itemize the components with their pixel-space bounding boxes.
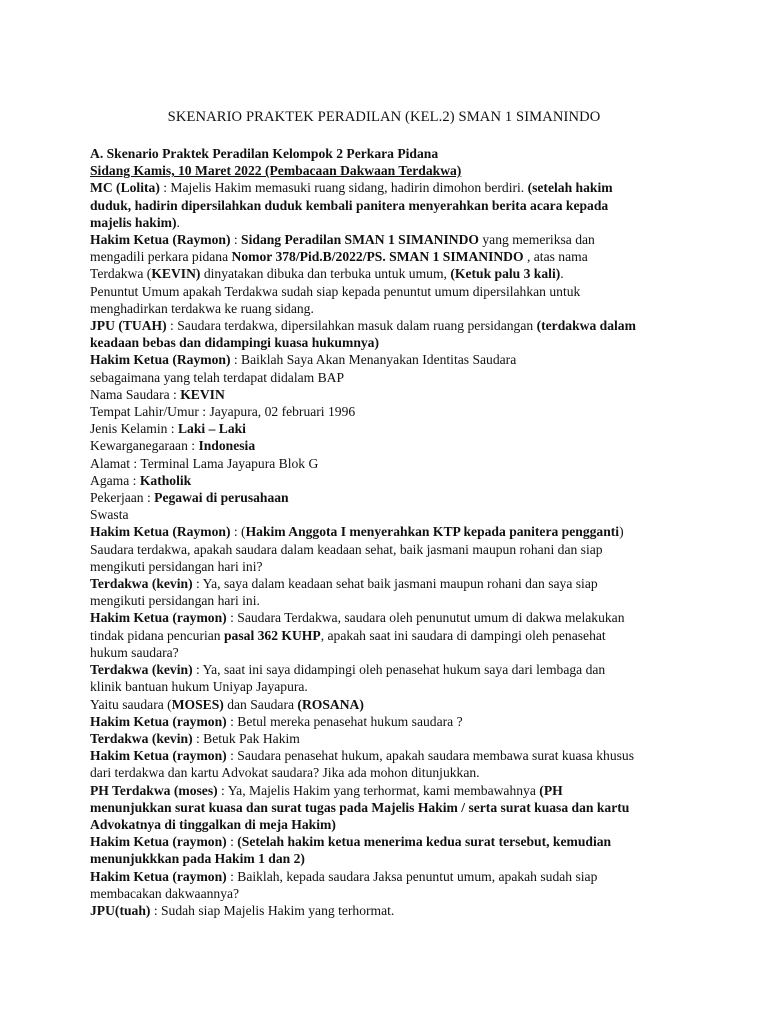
text-segment: . <box>176 214 180 230</box>
text-segment: : Betuk Pak Hakim <box>192 730 300 746</box>
text-line <box>90 885 690 902</box>
text-line <box>90 627 690 644</box>
bold-text-segment: PH Terdakwa (moses) <box>90 782 218 798</box>
text-line <box>90 214 690 231</box>
text-segment: : Ya, saya dalam keadaan sehat baik jasmani maupun rohani dan saya siap <box>192 576 598 592</box>
text-line <box>90 334 690 351</box>
bold-text-segment: Advokatnya di tinggalkan di meja Hakim) <box>90 816 336 832</box>
bold-text-segment: majelis hakim) <box>90 214 177 230</box>
text-segment: : Baiklah, kepada saudara Jaksa penuntut umum, apakah sudah siap <box>226 868 598 884</box>
text-line <box>90 523 690 540</box>
text-line <box>90 179 690 196</box>
bold-text-segment: MOSES) <box>171 696 224 712</box>
text-line <box>90 696 690 713</box>
bold-text-segment: (Ketuk palu 3 kali) <box>450 266 561 282</box>
bold-text-segment: Hakim Ketua (raymon) <box>90 748 227 764</box>
text-segment: : <box>230 232 242 248</box>
bold-text-segment: Hakim Ketua (raymon) <box>90 610 227 626</box>
bold-text-segment: (terdakwa dalam <box>536 318 636 334</box>
bold-text-segment: menunjukkkan pada Hakim 1 dan 2) <box>90 851 305 867</box>
text-line <box>90 799 690 816</box>
bold-text-segment: keadaan bebas dan didampingi kuasa hukumnya) <box>90 335 379 351</box>
bold-text-segment: Sidang Peradilan SMAN 1 SIMANINDO <box>241 232 479 248</box>
bold-text-segment: Hakim Ketua (raymon) <box>90 834 227 850</box>
text-line <box>90 317 690 334</box>
text-segment: Nama Saudara : <box>90 386 181 402</box>
text-line <box>90 644 690 661</box>
bold-text-segment: (Setelah hakim ketua menerima kedua surat tersebut, kemudian <box>237 834 612 850</box>
text-line <box>90 609 690 626</box>
text-line <box>90 265 690 282</box>
text-segment: : Baiklah Saya Akan Menanyakan Identitas Saudara <box>230 352 517 368</box>
text-segment: dan Saudara <box>223 696 298 712</box>
bold-text-segment: Sidang Kamis, 10 Maret 2022 (Pembacaan Dakwaan Terdakwa) <box>90 163 462 179</box>
text-segment: hukum saudara? <box>90 644 179 660</box>
text-line <box>90 351 690 368</box>
text-line <box>90 661 690 678</box>
text-line <box>90 248 690 265</box>
text-segment: : Betul mereka penasehat hukum saudara ? <box>226 713 463 729</box>
bold-text-segment: Hakim Ketua (Raymon) <box>90 232 231 248</box>
document-title: SKENARIO PRAKTEK PERADILAN (KEL.2) SMAN 1 SIMANINDO <box>167 109 601 125</box>
bold-text-segment: KEVIN <box>180 386 225 402</box>
text-line <box>90 231 690 248</box>
bold-text-segment: pasal 362 KUHP <box>224 627 321 643</box>
text-line <box>90 678 690 695</box>
bold-text-segment: Hakim Ketua (Raymon) <box>90 352 231 368</box>
text-segment: : Saudara terdakwa, dipersilahkan masuk dalam ruang persidangan <box>166 318 537 334</box>
text-line <box>90 455 690 472</box>
text-segment: : ( <box>230 524 246 540</box>
text-line <box>90 833 690 850</box>
bold-text-segment: (PH <box>539 782 563 798</box>
text-line <box>90 558 690 575</box>
text-segment: dari terdakwa dan kartu Advokat saudara? Jika ada mohon ditunjukkan. <box>90 765 480 781</box>
bold-text-segment: Hakim Ketua (raymon) <box>90 713 227 729</box>
text-line <box>90 145 690 162</box>
text-line <box>90 300 690 317</box>
text-segment: Alamat : Terminal Lama Jayapura Blok G <box>90 455 319 471</box>
text-segment: Agama : <box>90 472 140 488</box>
text-segment: , atas nama <box>523 249 588 265</box>
text-segment: : Ya, saat ini saya didampingi oleh penasehat hukum saya dari lembaga dan <box>192 662 606 678</box>
text-segment: Swasta <box>90 507 129 523</box>
bold-text-segment: (setelah hakim <box>527 180 613 196</box>
text-line <box>90 420 690 437</box>
text-line <box>90 197 690 214</box>
bold-text-segment: menunjukkan surat kuasa dan surat tugas pada Majelis Hakim / serta surat kuasa dan kartu <box>90 799 630 815</box>
text-segment: Penuntut Umum apakah Terdakwa sudah siap kepada penuntut umum dipersilahkan untuk <box>90 283 581 299</box>
text-segment: Yaitu saudara ( <box>90 696 172 712</box>
text-line <box>90 283 690 300</box>
bold-text-segment: MC (Lolita) <box>90 180 160 196</box>
text-segment: Tempat Lahir/Umur : Jayapura, 02 februari 1996 <box>90 404 356 420</box>
text-segment: : Saudara Terdakwa, saudara oleh penunutut umum di dakwa melakukan <box>226 610 625 626</box>
text-segment: mengadili perkara pidana <box>90 249 232 265</box>
bold-text-segment: JPU(tuah) <box>90 902 151 918</box>
text-line <box>90 902 690 919</box>
text-line <box>90 782 690 799</box>
text-line <box>90 730 690 747</box>
text-line <box>90 162 690 179</box>
bold-text-segment: Hakim Ketua (raymon) <box>90 868 227 884</box>
text-line <box>90 386 690 403</box>
text-segment: sebagaimana yang telah terdapat didalam BAP <box>90 369 345 385</box>
text-segment: : Ya, Majelis Hakim yang terhormat, kami membawahnya <box>217 782 540 798</box>
text-segment: : Majelis Hakim memasuki ruang sidang, hadirin dimohon berdiri. <box>159 180 528 196</box>
text-line <box>90 369 690 386</box>
text-segment: klinik bantuan hukum Uniyap Jayapura. <box>90 679 308 695</box>
text-line <box>90 868 690 885</box>
bold-text-segment: Pegawai di perusahaan <box>154 490 289 506</box>
text-segment: membacakan dakwaannya? <box>90 885 240 901</box>
text-line <box>90 506 690 523</box>
text-line <box>90 764 690 781</box>
text-segment: : Saudara penasehat hukum, apakah saudara membawa surat kuasa khusus <box>226 748 634 764</box>
text-segment: Jenis Kelamin : <box>90 421 178 437</box>
bold-text-segment: Terdakwa (kevin) <box>90 730 193 746</box>
bold-text-segment: KEVIN) <box>151 266 201 282</box>
bold-text-segment: Nomor 378/Pid.B/2022/PS. SMAN 1 SIMANINDO <box>231 249 524 265</box>
text-line <box>90 437 690 454</box>
bold-text-segment: JPU (TUAH) <box>90 318 167 334</box>
text-line <box>90 850 690 867</box>
text-segment: . <box>560 266 564 282</box>
bold-text-segment: (ROSANA) <box>297 696 364 712</box>
text-line <box>90 472 690 489</box>
text-segment: : <box>226 834 238 850</box>
bold-text-segment: Terdakwa (kevin) <box>90 662 193 678</box>
text-segment: Pekerjaan : <box>90 490 155 506</box>
text-segment: Kewarganegaraan : <box>90 438 199 454</box>
document-body <box>90 145 690 919</box>
text-segment: Terdakwa ( <box>90 266 152 282</box>
text-line <box>90 541 690 558</box>
bold-text-segment: Indonesia <box>198 438 256 454</box>
text-segment: , apakah saat ini saudara di dampingi oleh penasehat <box>320 627 606 643</box>
bold-text-segment: Hakim Ketua (Raymon) <box>90 524 231 540</box>
text-segment: ) <box>619 524 624 540</box>
text-line <box>90 747 690 764</box>
text-line <box>90 489 690 506</box>
bold-text-segment: Katholik <box>139 472 192 488</box>
text-line <box>90 713 690 730</box>
text-segment: mengikuti persidangan hari ini? <box>90 558 263 574</box>
bold-text-segment: Terdakwa (kevin) <box>90 576 193 592</box>
text-segment: tindak pidana pencurian <box>90 627 224 643</box>
text-line <box>90 403 690 420</box>
text-segment: : Sudah siap Majelis Hakim yang terhormat. <box>150 902 395 918</box>
text-segment: yang memeriksa dan <box>478 232 595 248</box>
text-segment: menghadirkan terdakwa ke ruang sidang. <box>90 300 314 316</box>
bold-text-segment: Laki – Laki <box>177 421 246 437</box>
text-segment: dinyatakan dibuka dan terbuka untuk umum, <box>200 266 451 282</box>
text-line <box>90 592 690 609</box>
text-line <box>90 575 690 592</box>
bold-text-segment: Hakim Anggota I menyerahkan KTP kepada panitera pengganti <box>245 524 620 540</box>
text-line <box>90 816 690 833</box>
text-segment: mengikuti persidangan hari ini. <box>90 593 260 609</box>
bold-text-segment: A. Skenario Praktek Peradilan Kelompok 2 Perkara Pidana <box>90 146 439 161</box>
text-segment: Saudara terdakwa, apakah saudara dalam keadaan sehat, baik jasmani maupun rohani dan siap <box>90 541 603 557</box>
bold-text-segment: duduk, hadirin dipersilahkan duduk kembali panitera menyerahkan berita acara kepada <box>90 197 609 213</box>
